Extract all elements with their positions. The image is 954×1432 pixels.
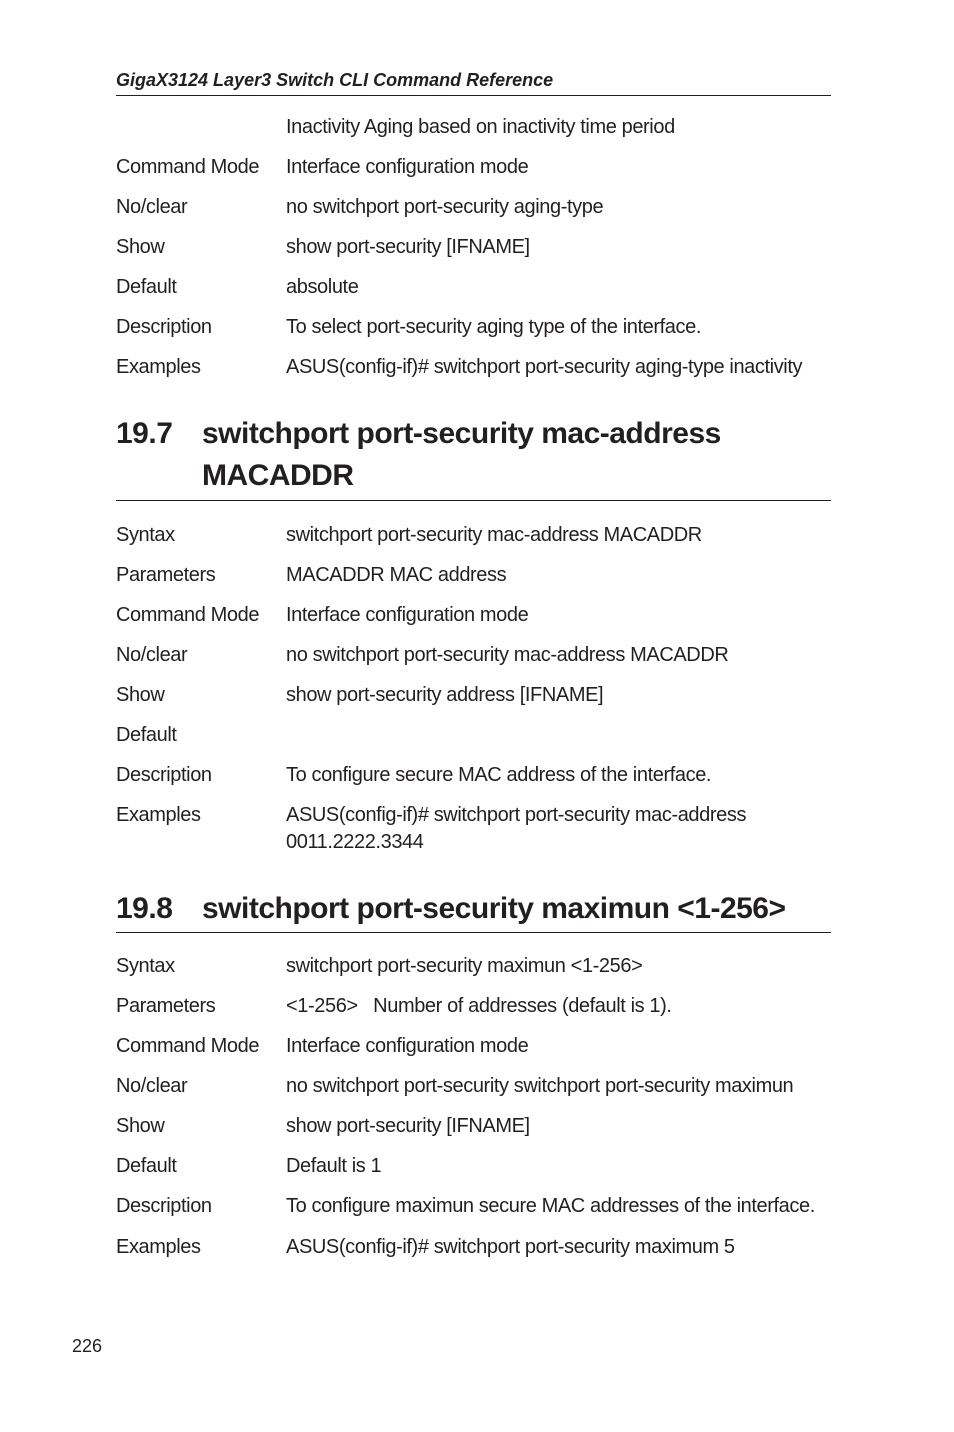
row-value: show port-security [IFNAME] — [286, 236, 530, 258]
row-label: No/clear — [116, 1075, 188, 1097]
row-value: To configure maximun secure MAC addresses of the interface. — [286, 1195, 815, 1217]
row-label: Parameters — [116, 564, 216, 586]
section-title: switchport port-security maximun <1-256> — [202, 892, 786, 925]
row-label: Command Mode — [116, 604, 260, 626]
row-value: Interface configuration mode — [286, 1035, 529, 1057]
row-value: no switchport port-security switchport port-security maximun — [286, 1075, 794, 1097]
row-label: No/clear — [116, 644, 188, 666]
section-rule — [116, 500, 831, 501]
row-value: no switchport port-security aging-type — [286, 196, 604, 218]
section-number: 19.8 — [116, 892, 173, 925]
row-value: To select port-security aging type of the interface. — [286, 316, 701, 338]
row-value: Interface configuration mode — [286, 604, 529, 626]
row-label: Examples — [116, 356, 201, 378]
row-value: switchport port-security maximun <1-256> — [286, 955, 643, 977]
row-label: Command Mode — [116, 1035, 260, 1057]
row-label: Command Mode — [116, 156, 260, 178]
header-rule — [116, 95, 831, 96]
row-label: Syntax — [116, 524, 175, 546]
row-label: Description — [116, 1195, 212, 1217]
row-label: Description — [116, 316, 212, 338]
row-label: Examples — [116, 1236, 201, 1258]
row-value: switchport port-security mac-address MACADDR — [286, 524, 702, 546]
section-title: switchport port-security mac-address MACADDR — [202, 417, 721, 492]
section-rule — [116, 932, 831, 933]
row-label: Examples — [116, 804, 201, 826]
row-value: <1-256> Number of addresses (default is 1). — [286, 995, 672, 1017]
row-label: Default — [116, 724, 177, 746]
row-value: absolute — [286, 276, 359, 298]
page-number: 226 — [72, 1336, 103, 1356]
row-value: Default is 1 — [286, 1155, 382, 1177]
row-value: show port-security address [IFNAME] — [286, 684, 604, 706]
row-value: ASUS(config-if)# switchport port-security maximum 5 — [286, 1236, 735, 1258]
section-number: 19.7 — [116, 417, 173, 450]
row-label: Syntax — [116, 955, 175, 977]
row-label: Default — [116, 276, 177, 298]
row-label: Show — [116, 1115, 165, 1137]
row-label: Default — [116, 1155, 177, 1177]
row-label: Parameters — [116, 995, 216, 1017]
row-value: ASUS(config-if)# switchport port-security mac-address 0011.2222.3344 — [286, 804, 747, 853]
row-label: No/clear — [116, 196, 188, 218]
row-label: Description — [116, 764, 212, 786]
row-value: To configure secure MAC address of the interface. — [286, 764, 712, 786]
row-label: Show — [116, 236, 165, 258]
row-value: ASUS(config-if)# switchport port-security aging-type inactivity — [286, 356, 803, 378]
row-label: Show — [116, 684, 165, 706]
running-header: GigaX3124 Layer3 Switch CLI Command Reference — [116, 70, 554, 90]
row-value: Inactivity Aging based on inactivity time period — [286, 116, 675, 138]
row-value: no switchport port-security mac-address MACADDR — [286, 644, 729, 666]
row-value: Interface configuration mode — [286, 156, 529, 178]
row-value: show port-security [IFNAME] — [286, 1115, 530, 1137]
row-value: MACADDR MAC address — [286, 564, 507, 586]
